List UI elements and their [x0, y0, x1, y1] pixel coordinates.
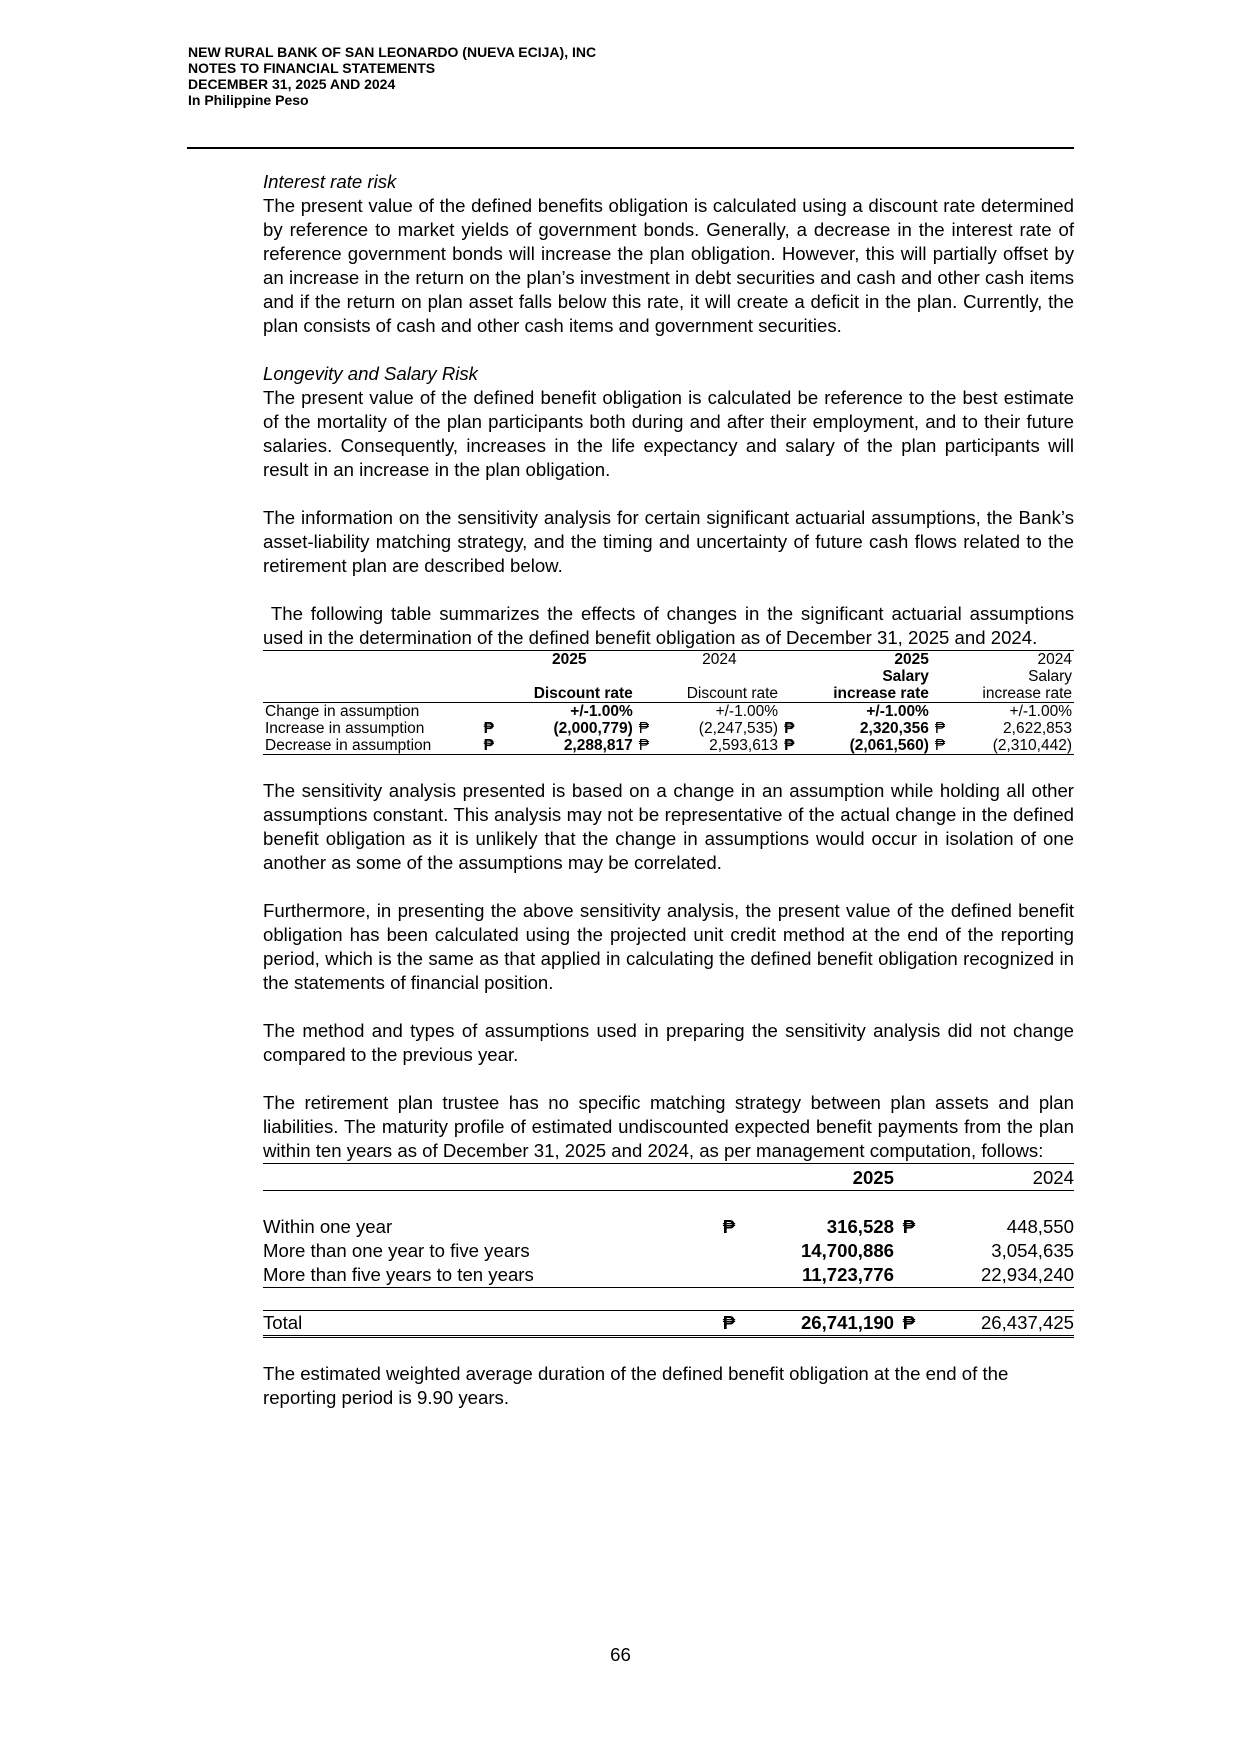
sensitivity-table — [263, 650, 1074, 755]
row-label: Decrease in assumption — [263, 737, 480, 755]
peso-sign: ₱ — [714, 1311, 744, 1337]
table-row — [263, 737, 1074, 755]
sensitivity-info-paragraph: The information on the sensitivity analysis for certain significant actuarial assumptions, the Bank’s asset-liability matching strategy, and the timing and uncertainty of future cash flows related to the retirement plan are described below. — [263, 507, 1074, 576]
total-label: Total — [263, 1311, 714, 1337]
cell-value: 448,550 — [1006, 1216, 1074, 1237]
currency-note: In Philippine Peso — [188, 92, 309, 108]
cell-value: +/-1.00% — [715, 703, 779, 720]
document-header — [188, 44, 596, 108]
row-label: Increase in assumption — [265, 720, 425, 737]
cell-value: +/-1.00% — [866, 703, 929, 720]
sens-year-2: 2024 — [659, 651, 780, 669]
cell-value: 3,054,635 — [991, 1240, 1074, 1261]
longevity-risk-text: The present value of the defined benefit obligation is calculated be reference to the best estimate of the mortality of the plan participants both during and after their employment, and to their future salaries. Consequently, increases in the life expectancy and salary of the plan participants will result in an increase in the plan obligation. — [263, 387, 1074, 480]
cell-value: 316,528 — [826, 1216, 894, 1237]
cell-value: 14,700,886 — [800, 1240, 894, 1261]
cell-value: (2,247,535) — [698, 720, 779, 737]
cell-value: 22,934,240 — [924, 1263, 1074, 1288]
cell-value: (2,061,560) — [804, 737, 931, 755]
statement-date: DECEMBER 31, 2025 AND 2024 — [188, 76, 396, 92]
peso-sign: ₱ — [894, 1311, 924, 1337]
peso-sign: ₱ — [780, 737, 804, 755]
sens-year-1: 2025 — [504, 651, 635, 669]
header-divider — [187, 147, 1074, 149]
sens-hdr2-col3: increase rate — [804, 685, 931, 703]
total-row — [263, 1311, 1074, 1337]
total-2024: 26,437,425 — [924, 1311, 1074, 1337]
table-row — [263, 703, 1074, 721]
method-paragraph: The method and types of assumptions used in preparing the sensitivity analysis did not change compared to the previous year. — [263, 1020, 1074, 1065]
mat-year-2024: 2024 — [924, 1164, 1074, 1191]
peso-sign: ₱ — [638, 720, 650, 737]
maturity-intro-paragraph: The retirement plan trustee has no specific matching strategy between plan assets and plan liabilities. The maturity profile of estimated undiscounted expected benefit payments from the plan within ten years as of December 31, 2025 and 2024, as per management computation, follows: — [263, 1092, 1074, 1161]
sens-year-4: 2024 — [955, 651, 1074, 669]
sens-hdr1-col3: Salary — [882, 668, 929, 685]
cell-value: 2,622,853 — [1003, 720, 1072, 737]
sens-hdr2-col2: Discount rate — [659, 685, 780, 703]
cell-value: 2,288,817 — [504, 737, 635, 755]
maturity-table — [263, 1163, 1074, 1338]
table-intro-paragraph: The following table summarizes the effects of changes in the significant actuarial assumptions used in the determination of the defined benefit obligation as of December 31, 2025 and 2024. — [263, 603, 1080, 648]
peso-sign: ₱ — [934, 720, 946, 737]
cell-value: (2,000,779) — [553, 720, 633, 737]
longevity-risk-heading: Longevity and Salary Risk — [263, 363, 478, 384]
sens-hdr2-col1: Discount rate — [504, 685, 635, 703]
table-row — [263, 1215, 1074, 1239]
row-label: Change in assumption — [265, 703, 420, 720]
peso-sign: ₱ — [784, 720, 795, 737]
row-label: Within one year — [263, 1216, 393, 1237]
table-row — [263, 1263, 1074, 1288]
peso-sign: ₱ — [483, 720, 494, 737]
table-row — [263, 720, 1074, 737]
cell-value: +/-1.00% — [570, 703, 633, 720]
interest-rate-risk-heading: Interest rate risk — [263, 171, 397, 192]
bank-name: NEW RURAL BANK OF SAN LEONARDO (NUEVA ECIJA), INC — [188, 44, 597, 60]
peso-sign: ₱ — [931, 737, 955, 755]
cell-value: 2,593,613 — [659, 737, 780, 755]
peso-sign: ₱ — [722, 1216, 736, 1237]
interest-rate-risk-text: The present value of the defined benefits obligation is calculated using a discount rate determined by reference to market yields of government bonds. Generally, a decrease in the interest rate of reference government bonds will increase the plan obligation. However, this will partially offset by an increase in the return on the plan’s investment in debt securities and cash and other cash items and if the return on plan asset falls below this rate, it will create a deficit in the plan. Currently, the plan consists of cash and other cash items and government securities. — [263, 195, 1074, 336]
row-label: More than five years to ten years — [263, 1263, 714, 1288]
sens-hdr2-col4: increase rate — [955, 685, 1074, 703]
sens-hdr1-col2 — [659, 668, 780, 685]
sens-hdr1-col4: Salary — [1028, 668, 1072, 685]
page-body — [263, 170, 1080, 1410]
mat-year-2025: 2025 — [744, 1164, 894, 1191]
sens-hdr1-col1 — [504, 668, 635, 685]
cell-value: (2,310,442) — [955, 737, 1074, 755]
page-number: 66 — [610, 1644, 631, 1665]
peso-sign: ₱ — [902, 1216, 916, 1237]
peso-sign: ₱ — [635, 737, 659, 755]
peso-sign: ₱ — [480, 737, 504, 755]
table-row — [263, 1239, 1074, 1263]
cell-value: 11,723,776 — [744, 1263, 894, 1288]
sens-year-3: 2025 — [804, 651, 931, 669]
sensitivity-basis-paragraph: The sensitivity analysis presented is based on a change in an assumption while holding all other assumptions constant. This analysis may not be representative of the actual change in the defined benefit obligation as it is unlikely that the change in assumptions would occur in isolation of one another as some of the assumptions may be correlated. — [263, 780, 1074, 873]
cell-value: +/-1.00% — [1009, 703, 1072, 720]
cell-value: 2,320,356 — [859, 720, 929, 737]
row-label: More than one year to five years — [263, 1240, 530, 1261]
statement-title: NOTES TO FINANCIAL STATEMENTS — [188, 60, 436, 76]
furthermore-paragraph: Furthermore, in presenting the above sensitivity analysis, the present value of the defined benefit obligation has been calculated using the projected unit credit method at the end of the reporting period, which is the same as that applied in calculating the defined benefit obligation recognized in the statements of financial position. — [263, 900, 1074, 993]
duration-paragraph: The estimated weighted average duration of the defined benefit obligation at the end of the reporting period is 9.90 years. — [263, 1363, 1009, 1408]
total-2025: 26,741,190 — [744, 1311, 894, 1337]
